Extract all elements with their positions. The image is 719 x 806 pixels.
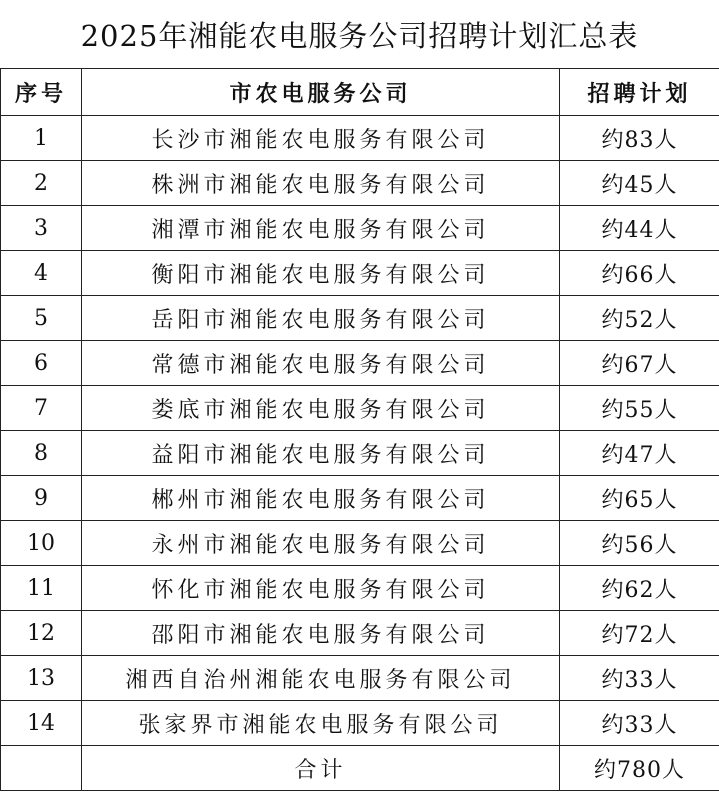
- table-row: [1, 521, 719, 566]
- row-company: 郴州市湘能农电服务有限公司: [82, 476, 560, 521]
- total-plan: 约780人: [560, 746, 719, 791]
- row-index: 9: [1, 476, 82, 521]
- row-plan: 约55人: [560, 386, 719, 431]
- table-row: [1, 386, 719, 431]
- row-plan: 约44人: [560, 206, 719, 251]
- header-company: 市农电服务公司: [82, 69, 560, 116]
- row-company: 益阳市湘能农电服务有限公司: [82, 431, 560, 476]
- total-label: 合计: [82, 746, 560, 791]
- table-row: [1, 701, 719, 746]
- row-company: 张家界市湘能农电服务有限公司: [82, 701, 560, 746]
- table-header-row: [1, 69, 719, 116]
- recruitment-table: [0, 68, 719, 791]
- row-index: 1: [1, 116, 82, 161]
- row-company: 常德市湘能农电服务有限公司: [82, 341, 560, 386]
- table-row: [1, 161, 719, 206]
- table-row: [1, 566, 719, 611]
- row-plan: 约33人: [560, 701, 719, 746]
- row-company: 邵阳市湘能农电服务有限公司: [82, 611, 560, 656]
- row-company: 永州市湘能农电服务有限公司: [82, 521, 560, 566]
- row-plan: 约45人: [560, 161, 719, 206]
- row-plan: 约72人: [560, 611, 719, 656]
- row-index: 11: [1, 566, 82, 611]
- table-row: [1, 206, 719, 251]
- row-plan: 约62人: [560, 566, 719, 611]
- row-company: 湘西自治州湘能农电服务有限公司: [82, 656, 560, 701]
- table-row: [1, 341, 719, 386]
- row-company: 衡阳市湘能农电服务有限公司: [82, 251, 560, 296]
- row-company: 怀化市湘能农电服务有限公司: [82, 566, 560, 611]
- row-plan: 约67人: [560, 341, 719, 386]
- table-row: [1, 116, 719, 161]
- row-plan: 约52人: [560, 296, 719, 341]
- row-index: 13: [1, 656, 82, 701]
- row-company: 株洲市湘能农电服务有限公司: [82, 161, 560, 206]
- row-index: 2: [1, 161, 82, 206]
- row-plan: 约56人: [560, 521, 719, 566]
- header-plan: 招聘计划: [560, 69, 719, 116]
- row-plan: 约83人: [560, 116, 719, 161]
- row-index: 7: [1, 386, 82, 431]
- row-company: 长沙市湘能农电服务有限公司: [82, 116, 560, 161]
- table-row: [1, 611, 719, 656]
- row-plan: 约33人: [560, 656, 719, 701]
- row-company: 岳阳市湘能农电服务有限公司: [82, 296, 560, 341]
- table-row: [1, 656, 719, 701]
- row-index: 14: [1, 701, 82, 746]
- table-row: [1, 431, 719, 476]
- row-company: 湘潭市湘能农电服务有限公司: [82, 206, 560, 251]
- row-index: 8: [1, 431, 82, 476]
- page-title: 2025年湘能农电服务公司招聘计划汇总表: [80, 18, 639, 53]
- row-index: 12: [1, 611, 82, 656]
- row-index: 4: [1, 251, 82, 296]
- table-row: [1, 476, 719, 521]
- row-company: 娄底市湘能农电服务有限公司: [82, 386, 560, 431]
- header-index: 序号: [1, 69, 82, 116]
- row-plan: 约47人: [560, 431, 719, 476]
- table-row: [1, 251, 719, 296]
- row-plan: 约65人: [560, 476, 719, 521]
- total-index-cell: [1, 746, 82, 791]
- row-index: 10: [1, 521, 82, 566]
- row-index: 6: [1, 341, 82, 386]
- row-index: 5: [1, 296, 82, 341]
- row-plan: 约66人: [560, 251, 719, 296]
- row-index: 3: [1, 206, 82, 251]
- table-row: [1, 296, 719, 341]
- total-row: [1, 746, 719, 791]
